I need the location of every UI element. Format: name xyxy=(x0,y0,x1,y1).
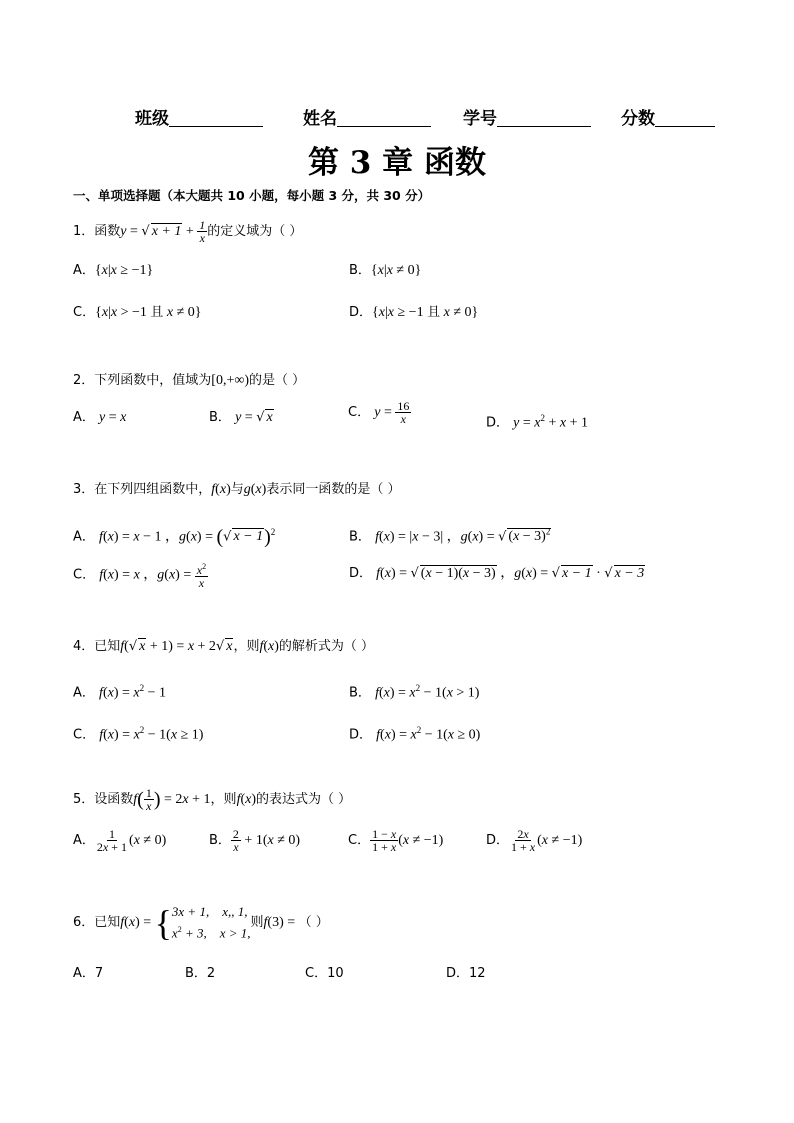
question-2: 2．下列函数中，值域为[0,+∞)的是（ ） xyxy=(73,373,306,388)
section-heading: 一、单项选择题（本大题共 10 小题，每小题 3 分，共 30 分） xyxy=(73,188,431,203)
q3-option-d[interactable]: D． f(x) = √ (x − 1)(x − 3) ，g(x) = √ x − 1 · √ x − 3 xyxy=(349,566,645,581)
question-1: 1．函数y = √ x + 1 + $\frac{1}{x}$ 的定义域为（ ） xyxy=(73,218,303,245)
name-field xyxy=(303,104,431,129)
q3-option-c[interactable]: C． f(x) = x ，g(x) = $\frac{x^2}{x}$ xyxy=(73,562,207,590)
q2-option-d[interactable]: D． $y = x^2 + x + 1$ xyxy=(486,413,589,431)
q4-option-b[interactable]: B． $f(x) = x^2 - 1(x > 1)$ xyxy=(349,683,480,701)
name-blank[interactable] xyxy=(337,109,431,127)
q1-option-b[interactable]: B．{x|x ≠ 0} xyxy=(349,263,422,278)
q1-option-a[interactable]: A．{x|x ≥ −1} xyxy=(73,263,154,278)
q5-option-a[interactable]: A． $\frac{1}{2x + 1}$ (x ≠ 0) xyxy=(73,827,167,854)
q3-option-b[interactable]: B． f(x) = |x − 3| ，g(x) = √ $(x - 3)^2$ xyxy=(349,527,551,545)
score-label: 分数 xyxy=(621,109,655,129)
q2-option-c[interactable]: C． y = $\frac{16}{x}$ xyxy=(348,399,410,426)
question-6: 6．已知f(x) = { 3x + 1, x,, 1, $x^2 + 3$, x > 1, 则f(3) = （ ） xyxy=(73,902,329,943)
q4-option-a[interactable]: A． $f(x) = x^2 - 1$ xyxy=(73,683,167,701)
id-field xyxy=(463,104,591,129)
score-blank[interactable] xyxy=(655,109,715,127)
score-field xyxy=(621,104,715,129)
class-blank[interactable] xyxy=(169,109,263,127)
q4-option-d[interactable]: D． $f(x) = x^2 - 1(x \ge 0)$ xyxy=(349,725,481,743)
id-blank[interactable] xyxy=(497,109,591,127)
q6-option-b[interactable]: B．2 xyxy=(185,966,216,981)
q4-option-c[interactable]: C． $f(x) = x^2 - 1(x \ge 1)$ xyxy=(73,725,204,743)
q3-option-a[interactable]: A． f(x) = x − 1 ，g(x) = (√ x − 1)$^2$ xyxy=(73,525,276,548)
q5-option-d[interactable]: D． $\frac{2x}{1 + x}$ (x ≠ −1) xyxy=(486,827,583,854)
question-4: 4．已知f(√ x + 1) = x + 2√ x，则f(x)的解析式为（ ） xyxy=(73,639,375,654)
page-title: 第 3 章 函数 xyxy=(308,145,486,181)
q1-option-c[interactable]: C．{x|x > −1 且 x ≠ 0} xyxy=(73,305,202,320)
q2-option-a[interactable]: A． y = x xyxy=(73,410,127,425)
class-field xyxy=(135,104,263,129)
question-3: 3．在下列四组函数中，f(x)与g(x)表示同一函数的是（ ） xyxy=(73,482,401,497)
class-label: 班级 xyxy=(135,109,169,129)
q5-option-c[interactable]: C． $\frac{1 - x}{1 + x}$ (x ≠ −1) xyxy=(348,827,444,854)
q1-option-d[interactable]: D．{x|x ≥ −1 且 x ≠ 0} xyxy=(349,305,479,320)
q6-option-c[interactable]: C．10 xyxy=(305,966,344,981)
question-5: 5．设函数f( $\frac{1}{x}$ ) = 2x + 1，则f(x)的表达式为（ ） xyxy=(73,786,352,813)
q6-option-d[interactable]: D．12 xyxy=(446,966,486,981)
q6-option-a[interactable]: A．7 xyxy=(73,966,104,981)
q5-option-b[interactable]: B． $\frac{2}{x}$ + 1(x ≠ 0) xyxy=(209,827,301,854)
name-label: 姓名 xyxy=(303,109,337,129)
q2-option-b[interactable]: B． y = √ x xyxy=(209,410,273,425)
id-label: 学号 xyxy=(463,109,497,129)
